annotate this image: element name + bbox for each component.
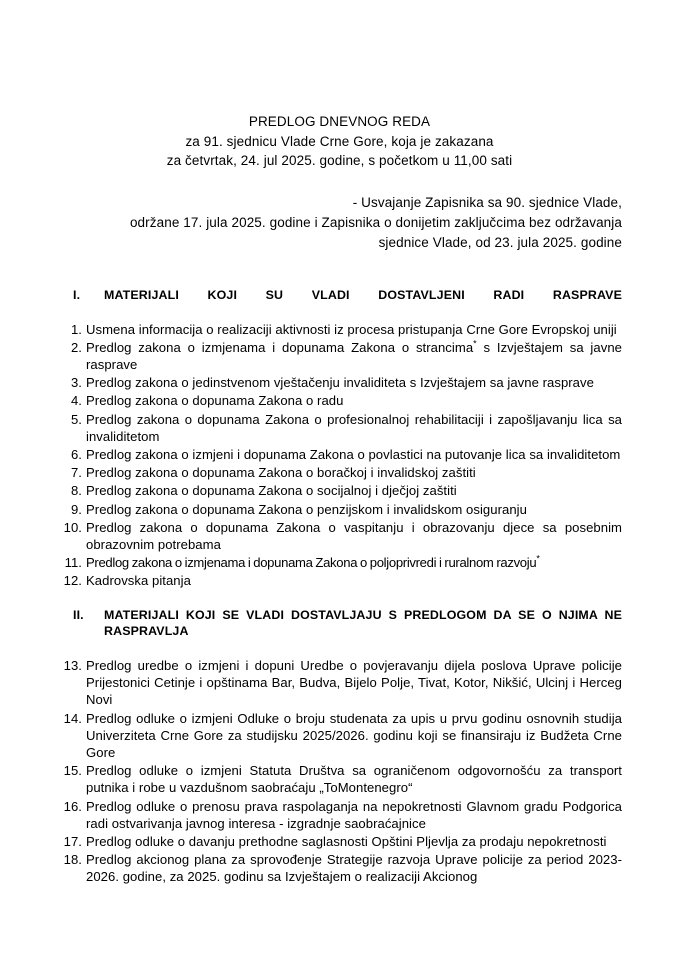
agenda-item (57, 464, 622, 481)
footnote-marker: * (536, 553, 540, 564)
agenda-item (57, 339, 622, 373)
agenda-item-text: Predlog odluke o prenosu prava raspolaganja na nepokretnosti Glavnom gradu Podgorica radi ostvarivanja javnog interesa - izgradnje saobraćajnice (86, 798, 622, 831)
agenda-item-number: 5. (70, 411, 82, 427)
agenda-item-text: Predlog zakona o izmjenama i dopunama Zakona o strancima* s Izvještajem sa javne rasprave (86, 338, 622, 372)
agenda-item-number: 11. (64, 555, 82, 571)
preamble-block (57, 193, 622, 253)
agenda-item-text: Predlog odluke o izmjeni Statuta Društva sa ograničenom odgovornošću za transport putnika i robe u vazdušnom saobraćaju „ToMontenegro“ (86, 763, 622, 796)
section-numeral-2: II. (73, 607, 84, 622)
agenda-list-section-2 (57, 657, 622, 886)
agenda-item-number: 1. (70, 321, 82, 337)
agenda-item-number: 6. (70, 446, 82, 462)
agenda-item (57, 710, 622, 762)
agenda-item-text: Predlog zakona o jedinstvenom vještačenju invaliditeta s Izvještajem sa javne rasprave (86, 375, 594, 391)
agenda-list-section-1 (57, 321, 622, 590)
agenda-item-text: Predlog zakona o izmjenama i dopunama Zakona o poljoprivredi i ruralnom razvoju* (86, 553, 540, 571)
agenda-item-text-continued: s Izvještajem sa javne rasprave (86, 339, 622, 372)
agenda-item-text: Predlog zakona o dopunama Zakona o vaspitanju i obrazovanju djece sa posebnim obrazovnim potrebama (86, 519, 622, 552)
agenda-item (57, 762, 622, 796)
agenda-item-number: 14. (63, 710, 82, 726)
agenda-item-number: 18. (63, 852, 82, 868)
section-numeral-1: I. (73, 287, 81, 302)
agenda-item-number: 15. (63, 763, 82, 779)
section-heading-2 (57, 607, 622, 657)
agenda-item-number: 9. (70, 501, 82, 517)
agenda-item-number: 7. (70, 465, 82, 481)
agenda-item (57, 374, 622, 391)
agenda-item (57, 482, 622, 499)
agenda-item-text: Predlog odluke o izmjeni Odluke o broju studenata za upis u prvu godinu osnovnih studija Univerziteta Crne Gore za studijsku 2025/2026. godinu koji se finansiraju iz Budžeta Crne Gore (86, 710, 622, 761)
section-heading-1 (57, 287, 622, 320)
agenda-item (57, 798, 622, 832)
agenda-item-text: Predlog akcionog plana za sprovođenje Strategije razvoja Uprave policije za period 2023-2026. godine, za 2025. godinu sa Izvještajem o realizaciji Akcionog (86, 852, 622, 885)
agenda-item (57, 501, 622, 518)
agenda-item-number: 8. (70, 483, 82, 499)
agenda-item-text: Predlog zakona o dopunama Zakona o penzijskom i invalidskom osiguranju (86, 501, 527, 517)
agenda-item-number: 10. (63, 519, 82, 535)
agenda-item (57, 833, 622, 850)
agenda-item (57, 321, 622, 338)
agenda-item-number: 2. (70, 339, 82, 355)
title-subline-2: za četvrtak, 24. jul 2025. godine, s početkom u 11,00 sati (166, 153, 513, 168)
agenda-item-text: Predlog zakona o dopunama Zakona o profesionalnoj rehabilitaciji i zapošljavanju lica sa invaliditetom (86, 411, 622, 444)
document-title-block (57, 112, 622, 171)
agenda-item (57, 657, 622, 709)
agenda-item-text: Predlog zakona o dopunama Zakona o boračkoj i invalidskoj zaštiti (86, 465, 476, 481)
agenda-item-number: 13. (63, 658, 82, 674)
agenda-item-text: Predlog zakona o dopunama Zakona o socijalnoj i dječjoj zaštiti (86, 483, 457, 499)
preamble-line-2: održane 17. jula 2025. godine i Zapisnika o donijetim zaključcima bez održavanja (129, 214, 622, 230)
agenda-item-text: Predlog uredbe o izmjeni i dopuni Uredbe o povjeravanju dijela poslova Uprave policije Prijestonici Cetinje i opštinama Bar, Budva, Bijelo Polje, Tivat, Kotor, Nikšić, Ulcinj i Herceg Novi (86, 658, 622, 708)
agenda-item-text: Predlog zakona o dopunama Zakona o radu (86, 393, 344, 409)
agenda-item (57, 519, 622, 553)
agenda-item (57, 446, 622, 463)
agenda-item-number: 16. (63, 798, 82, 814)
agenda-item-number: 3. (70, 375, 82, 391)
agenda-item-text: Kadrovska pitanja (86, 573, 191, 589)
page-title: PREDLOG DNEVNOG REDA (248, 114, 431, 129)
agenda-item (57, 572, 622, 589)
section-title-2: MATERIJALI KOJI SE VLADI DOSTAVLJAJU S PREDLOGOM DA SE O NJIMA NE RASPRAVLJA (104, 607, 622, 639)
agenda-item-number: 12. (63, 573, 82, 589)
title-subline-1: za 91. sjednicu Vlade Crne Gore, koja je zakazana (185, 133, 494, 149)
agenda-item (57, 411, 622, 445)
agenda-item-text: Predlog zakona o izmjeni i dopunama Zakona o povlastici na putovanje lica sa invaliditetom (86, 446, 621, 462)
agenda-item (57, 554, 622, 571)
section-title-1: MATERIJALI KOJI SU VLADI DOSTAVLJENI RADI RASPRAVE (104, 287, 622, 302)
agenda-item-number: 17. (63, 834, 82, 850)
agenda-item-number: 4. (70, 393, 82, 409)
preamble-line-1: - Usvajanje Zapisnika sa 90. sjednice Vlade, (352, 194, 622, 210)
agenda-item (57, 851, 622, 885)
agenda-item-text: Predlog odluke o davanju prethodne saglasnosti Opštini Pljevlja za prodaju nepokretnosti (86, 834, 607, 850)
footnote-marker: * (473, 338, 477, 349)
agenda-item (57, 392, 622, 409)
agenda-item-text: Usmena informacija o realizaciji aktivnosti iz procesa pristupanja Crne Gore Evropskoj uniji (86, 321, 617, 337)
preamble-line-3: sjednice Vlade, od 23. jula 2025. godine (378, 234, 622, 250)
